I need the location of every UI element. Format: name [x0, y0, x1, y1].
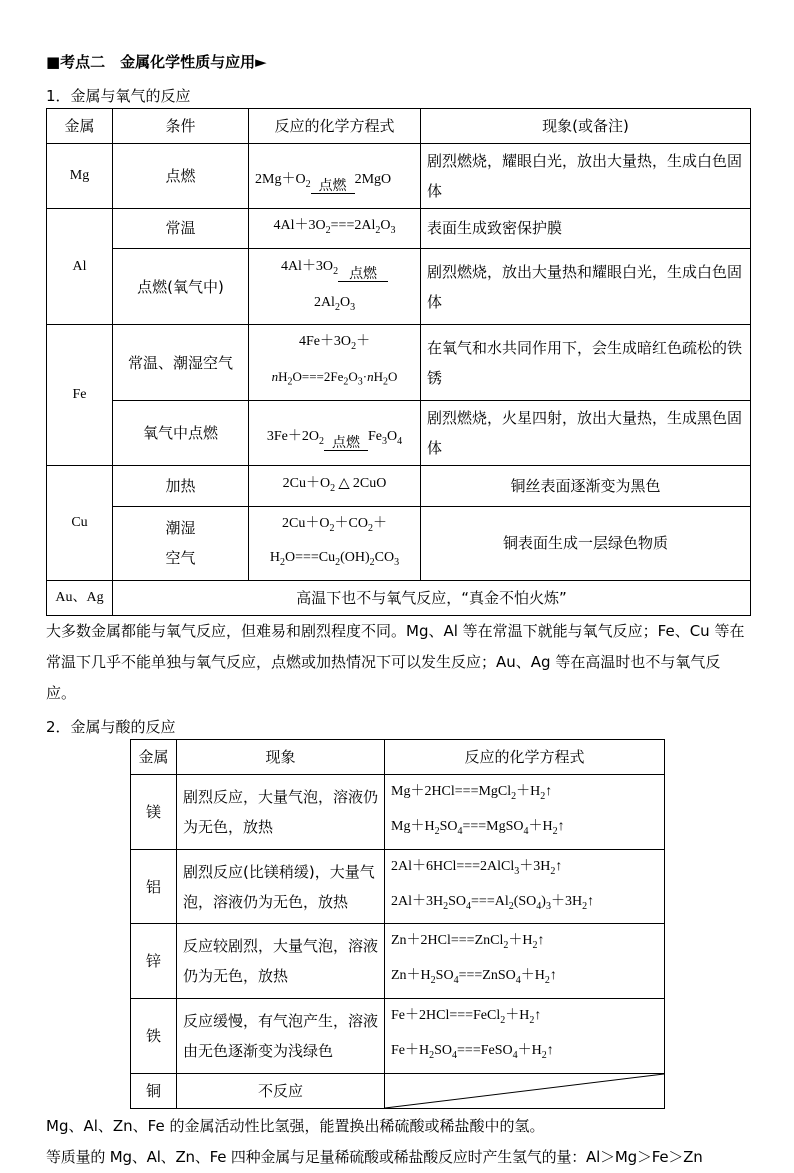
part1-title: 1．金属与氧气的反应: [46, 87, 191, 105]
phenomenon-cell: 表面生成致密保护膜: [421, 209, 751, 249]
metal-au-ag: Au、Ag: [47, 581, 113, 616]
table-row: [131, 924, 665, 999]
acid-reaction-table: [130, 739, 665, 1108]
condition-cell: 点燃: [113, 144, 249, 209]
table-row: [131, 775, 665, 850]
phenomenon-cell: 不反应: [177, 1073, 385, 1108]
equation-cell: $3Fe+2O_2$ 点燃 $Fe_3O_4$: [249, 400, 421, 465]
table-row: [47, 400, 751, 465]
section-title: ■考点二 金属化学性质与应用►: [46, 53, 267, 71]
part2-summary-2: 等质量的 Mg、Al、Zn、Fe 四种金属与足量稀硫酸或稀盐酸反应时产生氢气的量：Al＞Mg＞Fe＞Zn: [46, 1147, 703, 1166]
header-metal: 金属: [47, 109, 113, 144]
equation-cell: $2Al+6HCl===2AlCl_3+3H_2↑$ $2Al+3H_2SO_4===Al_2(SO_4)_3+3H_2↑$: [385, 849, 665, 924]
phenomenon-cell: 剧烈反应，大量气泡，溶液仍为无色，放热: [177, 775, 385, 850]
equation-cell: $4Al+3O_2===2Al_2O_3$: [249, 209, 421, 249]
phenomenon-cell: 铜表面生成一层绿色物质: [421, 506, 751, 581]
page: [46, 48, 750, 1173]
metal-cell: 铝: [131, 849, 177, 924]
table-header-row: [47, 109, 751, 144]
delta-symbol: △: [338, 474, 350, 491]
condition-cell: 常温: [113, 209, 249, 249]
condition-cell: 加热: [113, 465, 249, 506]
condition-cell: 氧气中点燃: [113, 400, 249, 465]
metal-cell: 铁: [131, 998, 177, 1073]
metal-cell: 铜: [131, 1073, 177, 1108]
metal-cell: 锌: [131, 924, 177, 999]
equation-cell: $2Cu+O_2$ △ 2CuO: [249, 465, 421, 506]
header-metal: 金属: [131, 740, 177, 775]
metal-cu: Cu: [47, 465, 113, 580]
phenomenon-cell: 反应较剧烈，大量气泡，溶液仍为无色，放热: [177, 924, 385, 999]
header-phenomenon: 现象: [177, 740, 385, 775]
condition-cell: 潮湿 空气: [113, 506, 249, 581]
phenomenon-cell: 剧烈燃烧，放出大量热和耀眼白光，生成白色固体: [421, 248, 751, 325]
equation-cell: $2Cu+O_2+CO_2+$ $H_2O===Cu_2(OH)_2CO_3$: [249, 506, 421, 581]
phenomenon-cell: 高温下也不与氧气反应，“真金不怕火炼”: [113, 581, 751, 616]
phenomenon-cell: 在氧气和水共同作用下，会生成暗红色疏松的铁锈: [421, 325, 751, 400]
equation-cell: $Fe+2HCl===FeCl_2+H_2↑$ $Fe+H_2SO_4===FeSO_4+H_2↑$: [385, 998, 665, 1073]
metal-mg: Mg: [47, 144, 113, 209]
table-row: [47, 144, 751, 209]
condition-cell: 常温、潮湿空气: [113, 325, 249, 400]
table-header-row: [131, 740, 665, 775]
condition-cell: 点燃(氧气中): [113, 248, 249, 325]
oxygen-reaction-table: [46, 108, 751, 616]
phenomenon-cell: 剧烈燃烧，耀眼白光，放出大量热，生成白色固体: [421, 144, 751, 209]
header-equation: 反应的化学方程式: [249, 109, 421, 144]
table-row: [47, 209, 751, 249]
part2-summary-1: Mg、Al、Zn、Fe 的金属活动性比氢强，能置换出稀硫酸或稀盐酸中的氢。: [46, 1116, 545, 1135]
part1-summary: 大多数金属都能与氧气反应，但难易和剧烈程度不同。Mg、Al 等在常温下就能与氧气反应；Fe、Cu 等在常温下几乎不能单独与氧气反应，点燃或加热情况下可以发生反应；Au、Ag 等在高温时也不与氧气反应。: [46, 622, 745, 703]
phenomenon-cell: 剧烈燃烧，火星四射，放出大量热，生成黑色固体: [421, 400, 751, 465]
equation-cell: $4Fe+3O_2+$ $nH_2O===2Fe_2O_3\cdot nH_2O$: [249, 325, 421, 400]
metal-cell: 镁: [131, 775, 177, 850]
empty-diagonal-cell: [385, 1073, 665, 1108]
equation-cell: $Mg+2HCl===MgCl_2+H_2↑$ $Mg+H_2SO_4===MgSO_4+H_2↑$: [385, 775, 665, 850]
table-row: [131, 998, 665, 1073]
header-equation: 反应的化学方程式: [385, 740, 665, 775]
part2-title: 2．金属与酸的反应: [46, 718, 176, 737]
diagonal-line: [385, 1074, 664, 1108]
table-row: [47, 248, 751, 325]
metal-al: Al: [47, 209, 113, 325]
header-phenomenon: 现象(或备注): [421, 109, 751, 144]
table-row: [47, 325, 751, 400]
phenomenon-cell: 剧烈反应(比镁稍缓)，大量气泡，溶液仍为无色，放热: [177, 849, 385, 924]
phenomenon-cell: 铜丝表面逐渐变为黑色: [421, 465, 751, 506]
header-condition: 条件: [113, 109, 249, 144]
equation-cell: $4Al+3O_2$ 点燃 $2Al_2O_3$: [249, 248, 421, 325]
table-row: [47, 465, 751, 506]
equation-cell: $2Mg+O_2$ 点燃 2MgO: [249, 144, 421, 209]
equation-cell: $Zn+2HCl===ZnCl_2+H_2↑$ $Zn+H_2SO_4===ZnSO_4+H_2↑$: [385, 924, 665, 999]
metal-fe: Fe: [47, 325, 113, 465]
table-row: [131, 1073, 665, 1108]
table-row: [131, 849, 665, 924]
table-row: [47, 506, 751, 581]
phenomenon-cell: 反应缓慢，有气泡产生，溶液由无色逐渐变为浅绿色: [177, 998, 385, 1073]
table-row: [47, 581, 751, 616]
